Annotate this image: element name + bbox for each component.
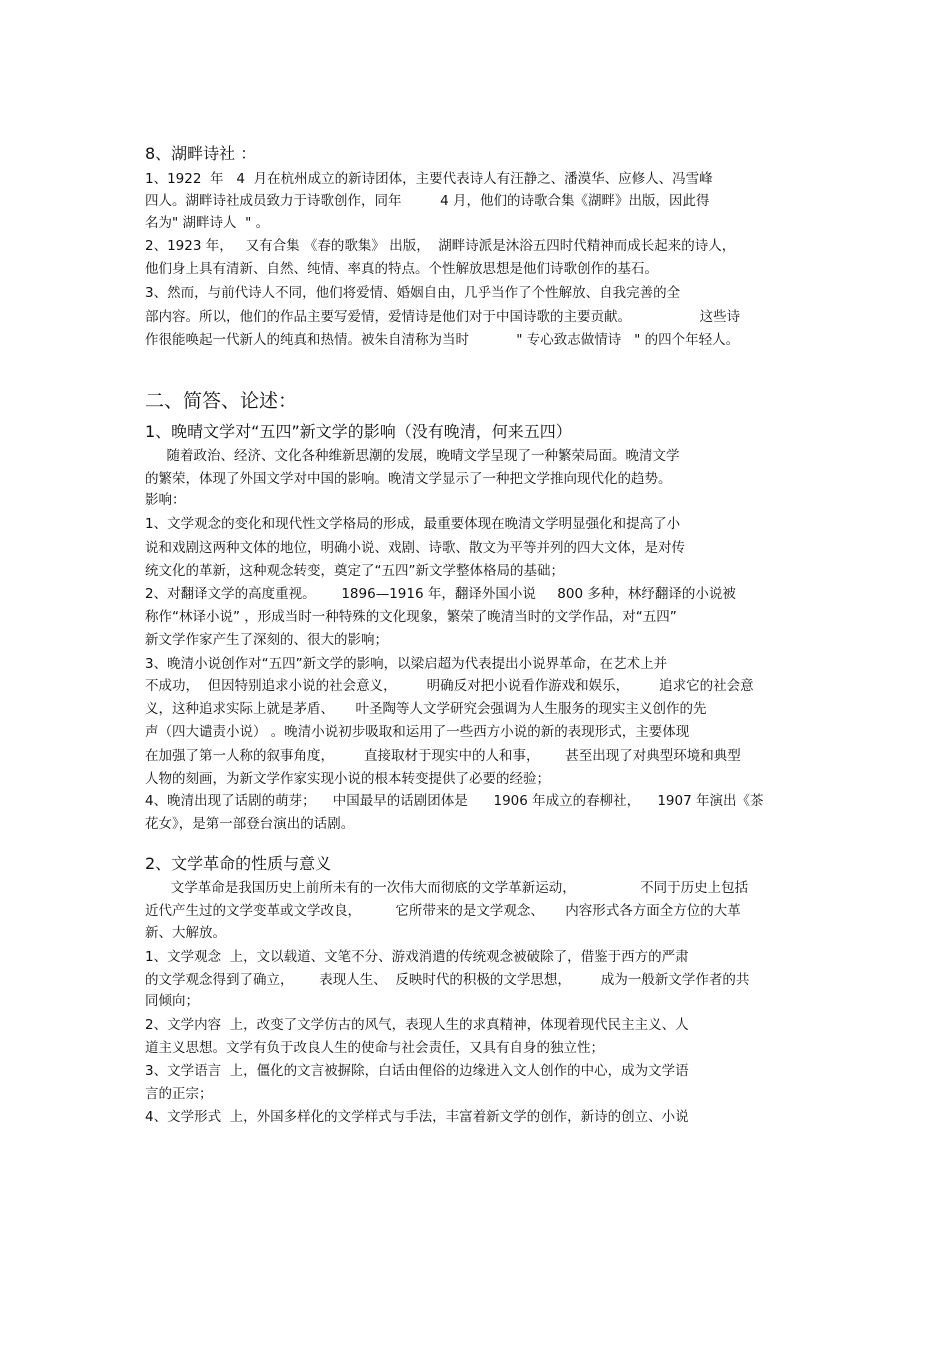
paragraph-line: 3、晚清小说创作对“五四”新文学的影响，以梁启超为代表提出小说界革命，在艺术上并 (145, 656, 668, 672)
paragraph-line: 四人。湖畔诗社成员致力于诗歌创作，同年 4 月，他们的诗歌合集《湖畔》出版，因此得 (145, 193, 710, 209)
paragraph-line: 2、文学内容 上，改变了文学仿古的风气，表现人生的求真精神，体现着现代民主主义、人 (145, 1017, 689, 1033)
paragraph-line: 在加强了第一人称的叙事角度， 直接取材于现实中的人和事， 甚至出现了对典型环境和典型 (145, 748, 741, 764)
paragraph-line: 1、文学观念 上，文以载道、文笔不分、游戏消遣的传统观念被破除了，借鉴于西方的严肃 (145, 949, 689, 965)
paragraph-line: 花女》，是第一部登台演出的话剧。 (145, 816, 355, 832)
section-8-title: 8、湖畔诗社 ： (145, 144, 257, 163)
paragraph-line: 言的正宗； (145, 1086, 213, 1102)
question-1-title: 1、晚晴文学对“五四”新文学的影响（没有晚清，何来五四） (145, 422, 572, 441)
paragraph-line: 不成功， 但因特别追求小说的社会意义， 明确反对把小说看作游戏和娱乐， 追求它的社会意 (145, 678, 754, 694)
part-2-heading: 二、简答、论述： (145, 390, 298, 412)
paragraph-line: 3、然而，与前代诗人不同，他们将爱情、婚姻自由，几乎当作了个性解放、自我完善的全 (145, 285, 681, 301)
paragraph-line: 的繁荣，体现了外国文学对中国的影响。晚清文学显示了一种把文学推向现代化的趋势。 (145, 471, 672, 487)
question-2-title: 2、文学革命的性质与意义 (145, 854, 332, 873)
paragraph-line: 1、文学观念的变化和现代性文学格局的形成，最重要体现在晚清文学明显强化和提高了小 (145, 516, 681, 532)
paragraph-line: 义，这种追求实际上就是茅盾、 叶圣陶等人文学研究会强调为人生服务的现实主义创作的先 (145, 701, 707, 717)
paragraph-line: 的文学观念得到了确立， 表现人生、 反映时代的积极的文学思想， 成为一般新文学作者的共 (145, 972, 750, 988)
paragraph-line: 4、文学形式 上，外国多样化的文学样式与手法，丰富着新文学的创作，新诗的创立、小说 (145, 1109, 689, 1125)
paragraph-line: 2、对翻译文学的高度重视。 1896—1916 年，翻译外国小说 800 多种，林纾翻译的小说被 (145, 586, 736, 602)
paragraph-line: 2、1923 年， 又有合集 《春的歌集》 出版， 湖畔诗派是沐浴五四时代精神而成长起来的诗人， (145, 238, 736, 254)
paragraph-line: 名为" 湖畔诗人 " 。 (145, 215, 270, 231)
paragraph-line: 影响： (145, 492, 186, 508)
paragraph-line: 称作“林译小说” ，形成当时一种特殊的文化现象，繁荣了晚清当时的文学作品，对“五四” (145, 609, 677, 625)
paragraph-line: 声（四大谴责小说） 。晚清小说初步吸取和运用了一些西方小说的新的表现形式，主要体现 (145, 724, 690, 740)
paragraph-line: 道主义思想。文学有负于改良人生的使命与社会责任，又具有自身的独立性； (145, 1040, 604, 1056)
paragraph-line: 说和戏剧这两种文体的地位，明确小说、戏剧、诗歌、散文为平等并列的四大文体，是对传 (145, 540, 685, 556)
paragraph-line: 近代产生过的文学变革或文学改良， 它所带来的是文学观念、 内容形式各方面全方位的大革 (145, 903, 741, 919)
paragraph-line: 4、晚清出现了话剧的萌芽； 中国最早的话剧团体是 1906 年成立的春柳社， 1907 年演出《茶 (145, 793, 764, 809)
paragraph-line: 他们身上具有清新、自然、纯情、率真的特点。个性解放思想是他们诗歌创作的基石。 (145, 261, 658, 277)
paragraph-line: 3、文学语言 上，僵化的文言被摒除，白话由俚俗的边缘进入文人创作的中心，成为文学语 (145, 1063, 689, 1079)
paragraph-line: 部内容。所以，他们的作品主要写爱情，爱情诗是他们对于中国诗歌的主要贡献。 这些诗 (145, 309, 741, 325)
paragraph-line: 同倾向； (145, 993, 199, 1009)
paragraph-line: 1、1922 年 4 月在杭州成立的新诗团体，主要代表诗人有汪静之、潘漠华、应修人、冯雪峰 (145, 171, 713, 187)
paragraph-line: 文学革命是我国历史上前所未有的一次伟大而彻底的文学革新运动， 不同于历史上包括 (145, 880, 749, 896)
paragraph-line: 统文化的革新，这种观念转变，奠定了“五四”新文学整体格局的基础； (145, 563, 564, 579)
paragraph-line: 人物的刻画，为新文学作家实现小说的根本转变提供了必要的经验； (145, 771, 550, 787)
paragraph-line: 作很能唤起一代新人的纯真和热情。被朱自清称为当时 " 专心致志做情诗 " 的四个年轻人。 (145, 332, 740, 348)
paragraph-line: 新文学作家产生了深刻的、很大的影响； (145, 632, 388, 648)
paragraph-line: 随着政治、经济、文化各种维新思潮的发展，晚晴文学呈现了一种繁荣局面。晚清文学 (145, 448, 680, 464)
paragraph-line: 新、大解放。 (145, 925, 226, 941)
